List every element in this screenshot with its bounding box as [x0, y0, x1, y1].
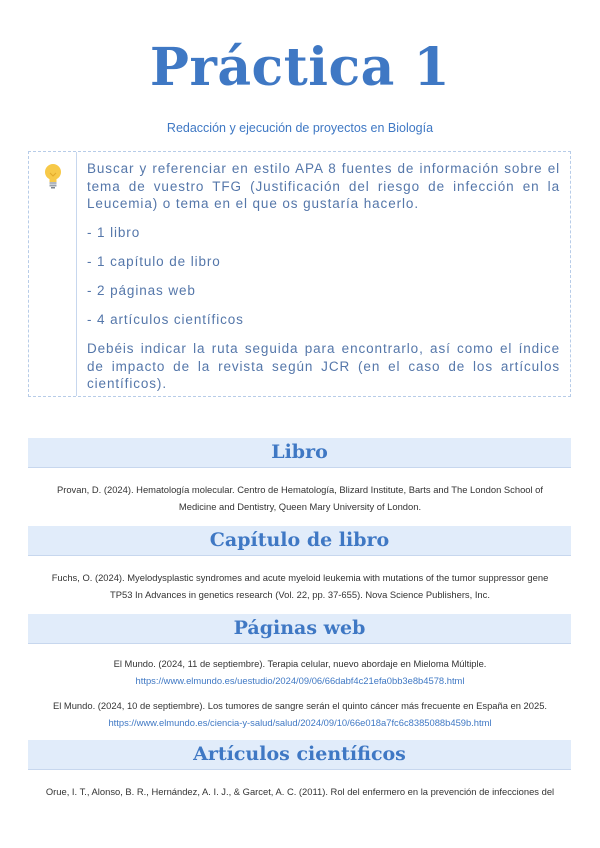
page-subtitle: Redacción y ejecución de proyectos en Biología [166, 121, 434, 135]
list-item: - 2 páginas web [87, 283, 196, 298]
reference-web-2-text: El Mundo. (2024, 10 de septiembre). Los tumores de sangre serán el quinto cáncer más frecuente en España en 2025. [52, 700, 548, 711]
callout-final: Debéis indicar la ruta seguida para encontrarlo, así como el índice de impacto de la revista según JCR (en el caso de los artículos científicos). [87, 341, 560, 391]
instructions-callout [28, 151, 571, 397]
list-item: - 1 libro [87, 225, 141, 240]
reference-articulo-1: Orue, I. T., Alonso, B. R., Hernández, A. I. J., & Garcet, A. C. (2011). Rol del enfermero en la prevención de infecciones del [45, 786, 555, 797]
list-item: - 4 artículos científicos [87, 312, 244, 327]
reference-libro: Provan, D. (2024). Hematología molecular. Centro de Hematología, Blizard Institute, Barts and The London School of Medicine and Dentistry, Queen Mary University of London. [56, 484, 544, 512]
section-heading-paginas: Páginas web [28, 614, 571, 644]
section-heading-capitulo: Capítulo de libro [28, 526, 571, 556]
lightbulb-icon [43, 162, 63, 190]
section-heading-articulos: Artículos científicos [28, 740, 571, 770]
reference-web-1-link[interactable]: https://www.elmundo.es/uestudio/2024/09/06/66dabf4c21efa0bb3e8b4578.html [135, 675, 465, 686]
callout-icon-column [29, 152, 77, 396]
reference-web-2-link[interactable]: https://www.elmundo.es/ciencia-y-salud/salud/2024/09/10/66e018a7fc6c8385088b459b.html [108, 717, 492, 728]
reference-web-2 [40, 697, 560, 731]
callout-intro: Buscar y referenciar en estilo APA 8 fuentes de información sobre el tema de vuestro TFG (Justificación del riesgo de infección en la Leucemia) o tema en el que os gustaría hacerlo. [87, 161, 560, 211]
page-title: Práctica 1 [149, 37, 451, 98]
callout-body [77, 152, 570, 396]
section-heading-libro: Libro [28, 438, 571, 468]
reference-web-1-text: El Mundo. (2024, 11 de septiembre). Terapia celular, nuevo abordaje en Mieloma Múltiple. [113, 658, 487, 669]
reference-web-1 [40, 655, 560, 689]
reference-capitulo: Fuchs, O. (2024). Myelodysplastic syndromes and acute myeloid leukemia with mutations of the tumor suppressor gene TP53 In Advances in genetics research (Vol. 22, pp. 37-655). Nova Science Publishers, Inc. [51, 572, 549, 600]
list-item: - 1 capítulo de libro [87, 254, 221, 269]
